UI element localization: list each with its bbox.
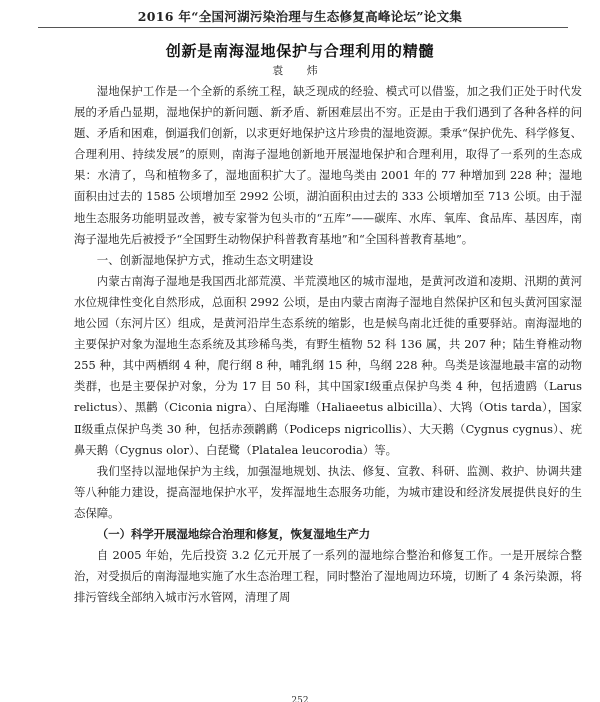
header-rule [38, 27, 568, 28]
paragraph-overview: 内蒙古南海子湿地是我国西北部荒漠、半荒漠地区的城市湿地，是黄河改道和凌期、汛期的黄河水位规律性变化自然形成，总面积 2992 公顷，是由内蒙古南海子湿地自然保护区和包头黄河国家湿地公园（东河片区）组成，是黄河沿岸生态系统的缩影，也是候鸟南北迁徙的重要驿站。南海湿地的主要保护对象为湿地生态系统及其珍稀鸟类，有野生植物 52 科 136 属，共 207 种；陆生脊椎动物 255 种，其中两栖纲 4 种，爬行纲 8 种，哺乳纲 15 种，鸟纲 228 种。鸟类是该湿地最丰富的动物类群，也是主要保护对象，分为 17 目 50 科，其中国家Ⅰ级重点保护鸟类 4 种，包括遗鸥（Larus relictus）、黑鹳（Ciconia nigra）、白尾海雕（Haliaeetus albicilla）、大鸨（Otis tarda），国家Ⅱ级重点保护鸟类 30 种，包括赤颈䴙䴘（Podiceps nigricollis）、大天鹅（Cygnus cygnus）、疣鼻天鹅（Cygnus olor）、白琵鹭（Platalea leucorodia）等。 [74, 273, 582, 457]
author-name: 袁 炜 [272, 64, 328, 77]
paper-title: 创新是南海湿地保护与合理利用的精髓 [165, 42, 435, 60]
paper-body [74, 81, 582, 608]
subsection-heading-1: （一）科学开展湿地综合治理和修复，恢复湿地生产力 [96, 526, 371, 541]
paragraph-intro: 湿地保护工作是一个全新的系统工程，缺乏现成的经验、模式可以借鉴，加之我们正处于时代发展的矛盾凸显期，湿地保护的新问题、新矛盾、新困难层出不穷。正是由于我们遇到了各种各样的问题、矛盾和困难，倒逼我们创新，以求更好地保护这片珍贵的湿地资源。秉承“保护优先、科学修复、合理利用、持续发展”的原则，南海子湿地创新地开展湿地保护和合理利用，取得了一系列的生态成果：水清了，鸟和植物多了，湿地面积扩大了。湿地鸟类由 2001 年的 77 种增加到 228 种；湿地面积由过去的 1585 公顷增加至 2992 公顷，湖泊面积由过去的 333 公顷增加至 713 公顷。由于湿地生态服务功能明显改善，被专家誉为包头市的“五库”——碳库、水库、氧库、食品库、基因库，南海子湿地先后被授予“全国野生动物保护科普教育基地”和“全国科普教育基地”。 [74, 84, 582, 246]
running-header: 2016 年“全国河湖污染治理与生态修复高峰论坛”论文集 [137, 9, 463, 24]
paragraph-restoration: 自 2005 年始，先后投资 3.2 亿元开展了一系列的湿地综合整治和修复工作。一是开展综合整治，对受损后的南海湿地实施了水生态治理工程，同时整治了湿地周边环境，切断了 4 条污染源，将排污管线全部纳入城市污水管网，清理了周 [74, 548, 582, 605]
page-number: 252 [291, 696, 309, 702]
paragraph-strategy: 我们坚持以湿地保护为主线，加强湿地规划、执法、修复、宣教、科研、监测、救护、协调共建等八种能力建设，提高湿地保护水平，发挥湿地生态服务功能，为城市建设和经济发展提供良好的生态保障。 [74, 463, 582, 520]
section-heading-1: 一、创新湿地保护方式，推动生态文明建设 [96, 252, 314, 267]
